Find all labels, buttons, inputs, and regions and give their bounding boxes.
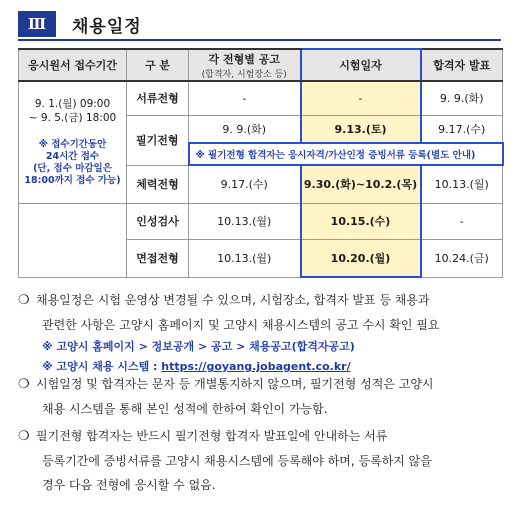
header-announce — [189, 49, 301, 81]
row-announce: 9. 9.(화) — [189, 115, 301, 143]
header-announce-main: 각 전형별 공고 — [208, 52, 280, 66]
bullet-icon: ❍ — [18, 377, 30, 392]
homepage-path: ※ 고양시 홈페이지 > 정보공개 > 공고 > 채용공고(합격자공고) — [42, 340, 355, 353]
row-result: 10.13.(월) — [421, 165, 503, 203]
header-period: 응시원서 접수기간 — [19, 49, 127, 81]
period-blank — [19, 203, 127, 277]
row-exam: 10.20.(월) — [301, 239, 421, 277]
row-result: 9.17.(수) — [421, 115, 503, 143]
row-exam: 9.30.(화)~10.2.(목) — [301, 165, 421, 203]
header-rule — [18, 39, 501, 41]
row-result: - — [421, 203, 503, 239]
period-cell — [19, 81, 127, 203]
period-line1: 9. 1.(월) 09:00 — [34, 98, 111, 111]
table-row — [19, 81, 503, 115]
row-announce: 10.13.(월) — [189, 203, 301, 239]
note-line: 관련한 사항은 고양시 홈페이지 및 고양시 채용시스템의 공고 수시 확인 필요 — [42, 318, 440, 332]
note-line — [18, 424, 506, 449]
bullet-icon: ❍ — [18, 293, 30, 308]
written-note: ※ 필기전형 합격자는 응시자격/가산인정 증빙서류 등록(별도 안내) — [189, 143, 503, 165]
note-paragraph-3 — [18, 424, 506, 497]
note-text: 필기전형 합격자는 반드시 필기전형 합격자 발표일에 안내하는 서류 — [36, 429, 388, 443]
table-header-row — [19, 49, 503, 81]
section-number: Ⅲ — [18, 11, 56, 37]
row-name: 인성검사 — [127, 203, 189, 239]
row-name: 면접전형 — [127, 239, 189, 277]
row-announce: - — [189, 81, 301, 115]
system-link[interactable]: https://goyang.jobagent.co.kr/ — [161, 360, 351, 373]
table-row — [19, 203, 503, 239]
row-name: 필기전형 — [127, 115, 189, 165]
row-announce: 9.17.(수) — [189, 165, 301, 203]
note-line — [18, 288, 506, 313]
header-category: 구 분 — [127, 49, 189, 81]
row-exam: - — [301, 81, 421, 115]
note-line: 채용 시스템을 통해 본인 성적에 한하여 확인이 가능함. — [42, 402, 328, 416]
system-link-label: ※ 고양시 채용 시스템 : — [42, 360, 162, 373]
row-result: 10.24.(금) — [421, 239, 503, 277]
note-text: 채용일정은 시험 운영상 변경될 수 있으며, 시험장소, 합격자 발표 등 채용과 — [36, 293, 430, 307]
schedule-table — [18, 48, 504, 278]
section-title: 채용일정 — [72, 16, 142, 37]
period-note4: 18:00까지 접수 가능) — [24, 175, 121, 187]
row-result: 9. 9.(화) — [421, 81, 503, 115]
note-line: 등록기간에 증빙서류를 고양시 채용시스템에 등록해야 하며, 등록하지 않을 — [42, 454, 432, 468]
note-paragraph-2 — [18, 372, 506, 421]
period-line2: ~ 9. 5.(금) 18:00 — [28, 112, 117, 125]
note-paragraph-1 — [18, 288, 506, 377]
header-exam-date: 시험일자 — [301, 49, 421, 81]
row-name: 서류전형 — [127, 81, 189, 115]
bullet-icon: ❍ — [18, 429, 30, 444]
row-exam: 9.13.(토) — [301, 115, 421, 143]
period-note2: 24시간 접수 — [45, 151, 100, 163]
note-line — [18, 372, 506, 397]
header-result: 합격자 발표 — [421, 49, 503, 81]
note-line: 경우 다음 전형에 응시할 수 없음. — [42, 478, 216, 492]
row-announce: 10.13.(월) — [189, 239, 301, 277]
period-note3: (단, 접수 마감일은 — [33, 163, 112, 175]
period-note1: ※ 접수기간동안 — [38, 139, 107, 151]
period-note — [19, 139, 126, 187]
note-text: 시험일정 및 합격자는 문자 등 개별통지하지 않으며, 필기전형 성적은 고양시 — [36, 377, 434, 391]
header-announce-sub: (합격자, 시험장소 등) — [201, 69, 287, 80]
row-name: 체력전형 — [127, 165, 189, 203]
row-exam: 10.15.(수) — [301, 203, 421, 239]
section-header — [18, 10, 142, 38]
